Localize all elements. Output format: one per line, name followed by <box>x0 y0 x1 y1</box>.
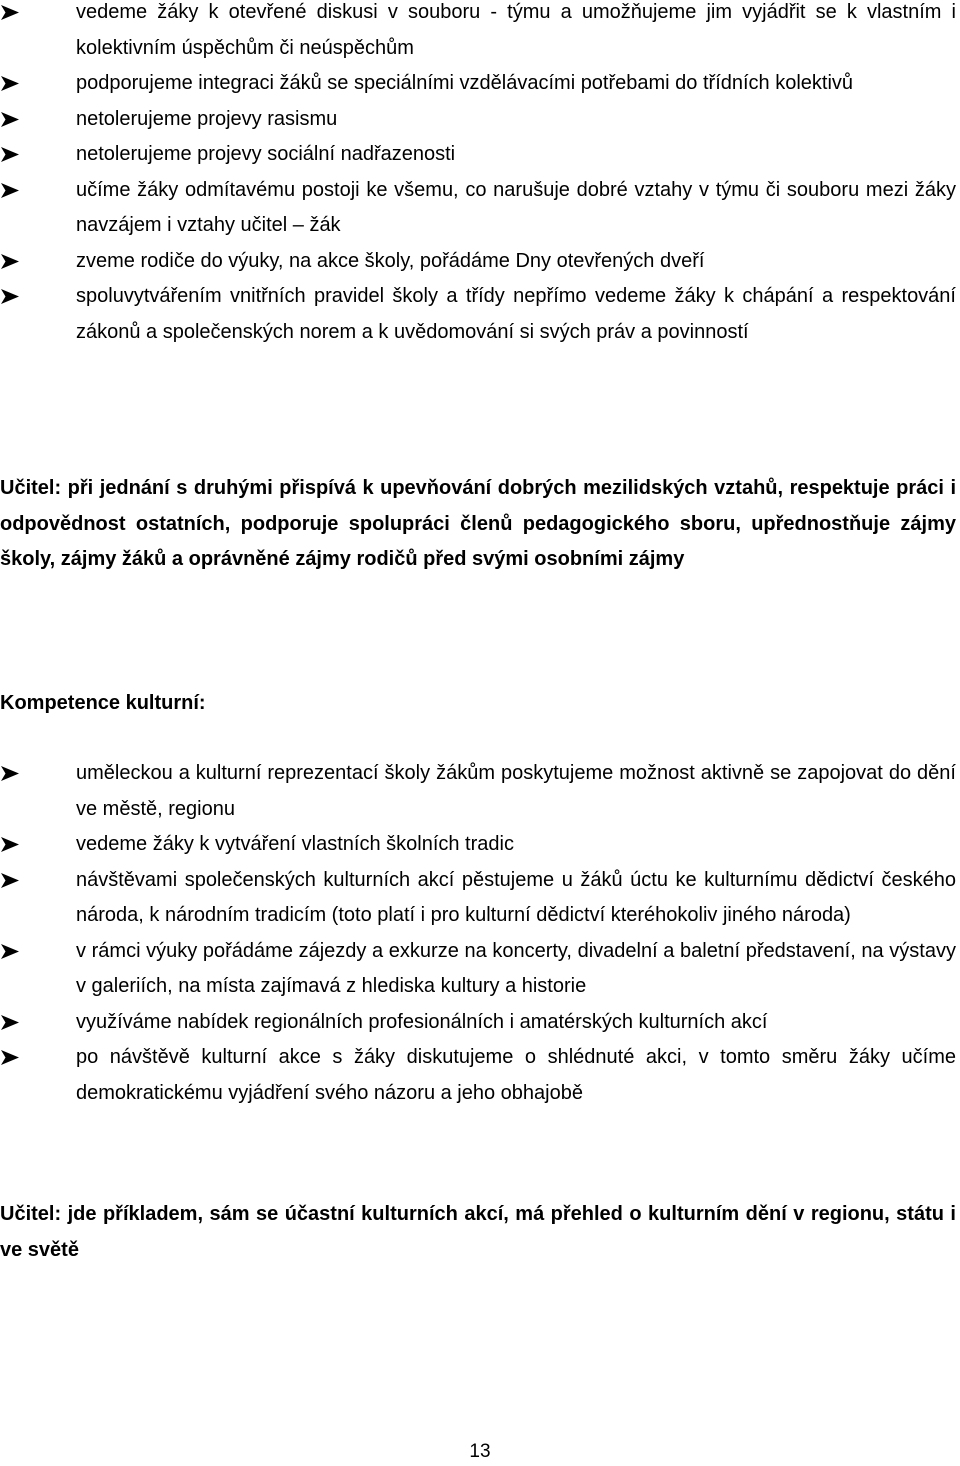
cultural-competence-list <box>0 756 960 1111</box>
list-item <box>0 66 960 102</box>
arrowhead-bullet-icon <box>0 253 20 270</box>
list-item <box>0 934 960 1005</box>
arrowhead-bullet-icon <box>0 1049 20 1066</box>
list-item <box>0 756 960 827</box>
list-item-text: podporujeme integraci žáků se speciálními vzdělávacími potřebami do třídních kolektivů <box>76 72 854 94</box>
teacher-statement-cultural: Učitel: jde příkladem, sám se účastní kulturních akcí, má přehled o kulturním dění v regionu, státu i ve světě <box>0 1203 956 1261</box>
list-item-text: vedeme žáky k otevřené diskusi v souboru - týmu a umožňujeme jim vyjádřit se k vlastním i kolektivním úspěchům či neúspěchům <box>76 1 956 59</box>
list-item-text: návštěvami společenských kulturních akcí pěstujeme u žáků úctu ke kulturnímu dědictví českého národa, k národním tradicím (toto platí i pro kulturní dědictví kteréhokoliv jiného národa) <box>76 868 956 926</box>
list-item-text: netolerujeme projevy rasismu <box>76 107 338 130</box>
arrowhead-bullet-icon <box>0 75 20 92</box>
arrowhead-bullet-icon <box>0 288 20 305</box>
list-item-text: v rámci výuky pořádáme zájezdy a exkurze na koncerty, divadelní a baletní představení, na výstavy v galeriích, na místa zajímavá z hlediska kultury a historie <box>76 939 956 997</box>
list-item-text: netolerujeme projevy sociální nadřazenosti <box>76 143 456 165</box>
arrowhead-bullet-icon <box>0 1014 20 1031</box>
list-item <box>0 279 960 350</box>
list-item <box>0 0 960 66</box>
page-number: 13 <box>469 1441 491 1462</box>
list-item-text: po návštěvě kulturní akce s žáky diskutujeme o shlédnuté akci, v tomto směru žáky učíme demokratickému vyjádření svého názoru a jeho obhajobě <box>76 1046 956 1104</box>
teacher-statement-social: Učitel: při jednání s druhými přispívá k upevňování dobrých mezilidských vztahů, respektuje práci i odpovědnost ostatních, podporuje spolupráci členů pedagogického sboru, upřednostňuje zájmy školy, zájmy žáků a oprávněné zájmy rodičů před svými osobními zájmy <box>0 477 956 570</box>
list-item-text: využíváme nabídek regionálních profesionálních i amatérských kulturních akcí <box>76 1010 768 1033</box>
arrowhead-bullet-icon <box>0 4 20 21</box>
list-item-text: uměleckou a kulturní reprezentací školy žákům poskytujeme možnost aktivně se zapojovat do dění ve městě, regionu <box>76 762 956 820</box>
arrowhead-bullet-icon <box>0 111 20 128</box>
list-item <box>0 102 960 138</box>
list-item <box>0 1005 960 1041</box>
list-item-text: učíme žáky odmítavému postoji ke všemu, co narušuje dobré vztahy v týmu či souboru mezi žáky navzájem i vztahy učitel – žák <box>76 178 956 236</box>
list-item-text: spoluvytvářením vnitřních pravidel školy a třídy nepřímo vedeme žáky k chápání a respektování zákonů a společenských norem a k uvědomování si svých práv a povinností <box>76 285 956 343</box>
list-item-text: vedeme žáky k vytváření vlastních školních tradic <box>76 833 514 855</box>
arrowhead-bullet-icon <box>0 836 20 853</box>
list-item-text: zveme rodiče do výuky, na akce školy, pořádáme Dny otevřených dveří <box>76 249 705 272</box>
arrowhead-bullet-icon <box>0 943 20 960</box>
list-item <box>0 173 960 244</box>
list-item <box>0 137 960 173</box>
arrowhead-bullet-icon <box>0 182 20 199</box>
list-item <box>0 1040 960 1111</box>
list-item <box>0 863 960 934</box>
list-item <box>0 827 960 863</box>
social-competence-list <box>0 0 960 350</box>
section-heading-cultural: Kompetence kulturní: <box>0 692 206 714</box>
arrowhead-bullet-icon <box>0 765 20 782</box>
list-item <box>0 244 960 280</box>
arrowhead-bullet-icon <box>0 872 20 889</box>
arrowhead-bullet-icon <box>0 146 20 163</box>
